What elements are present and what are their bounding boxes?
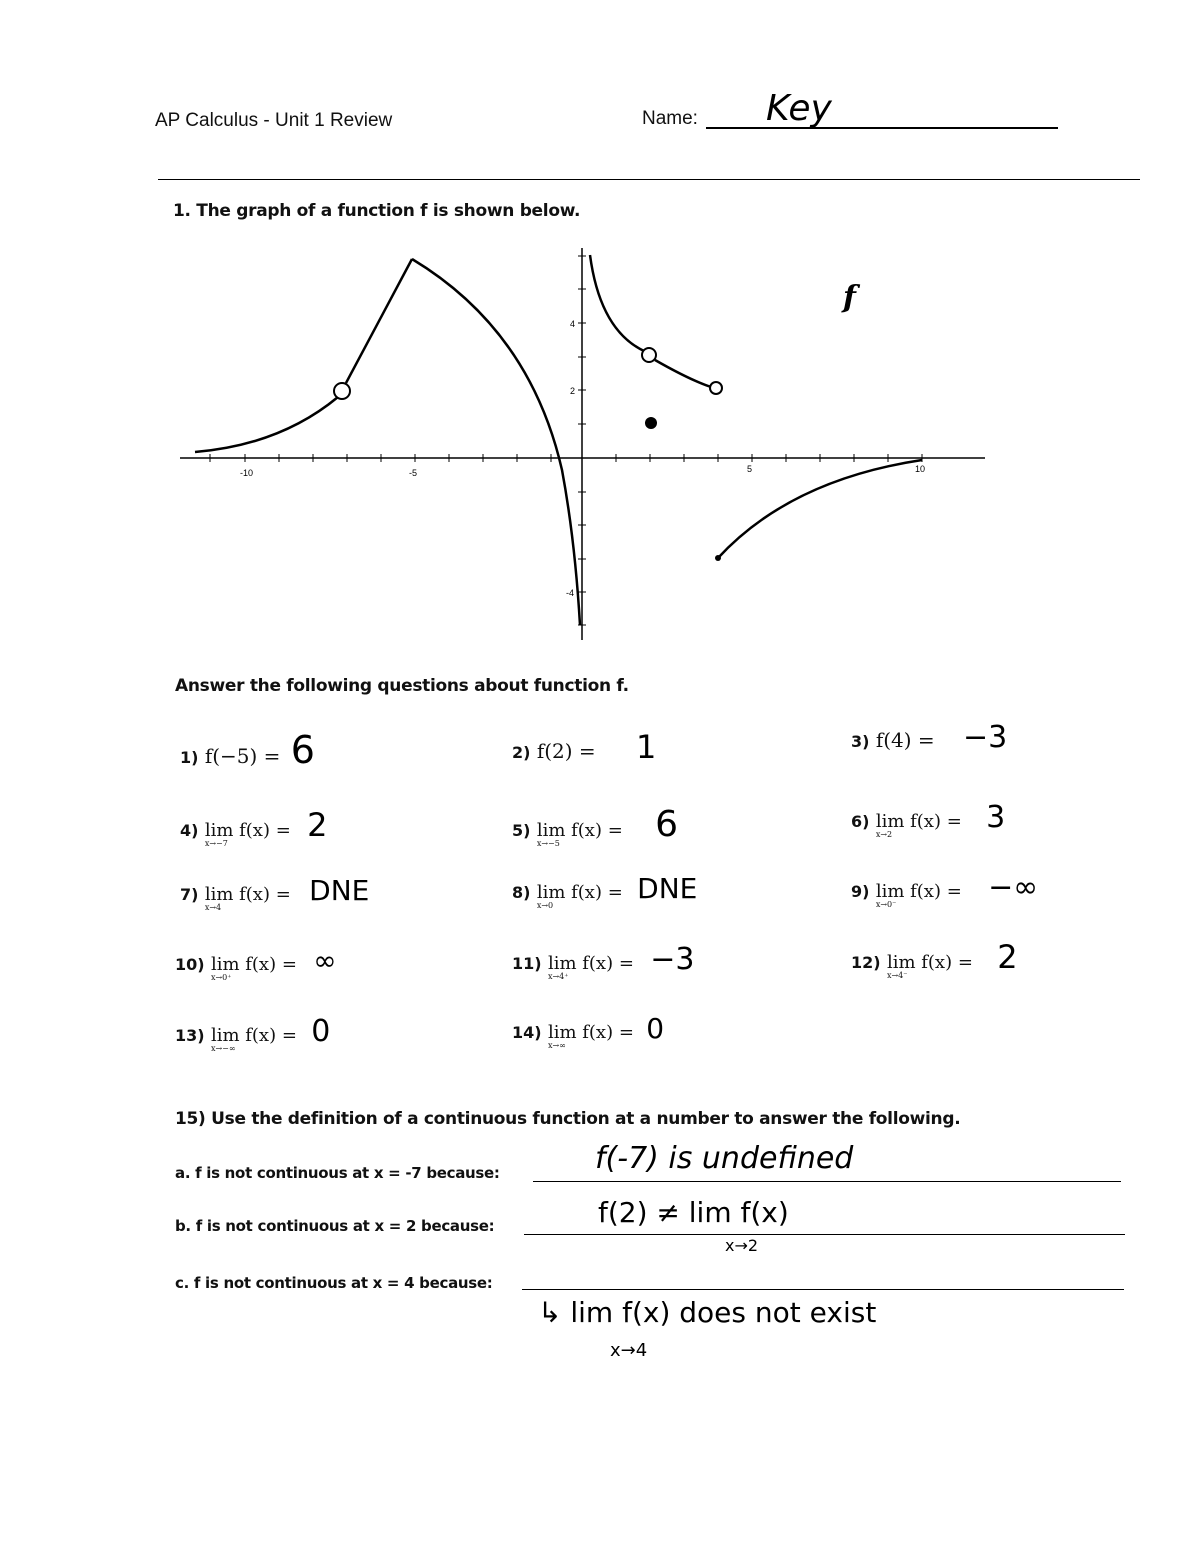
curve-left-tail bbox=[195, 397, 338, 452]
question-14: 14) lim f(x) = x→∞ 0 bbox=[512, 1012, 665, 1050]
question-8: 8) lim f(x) = x→0 DNE bbox=[512, 872, 698, 910]
question-11: 11) lim f(x) = x→4⁺ −3 bbox=[512, 942, 695, 981]
question-9: 9) lim f(x) = x→0⁻ −∞ bbox=[851, 870, 1039, 909]
answer-7: DNE bbox=[309, 874, 370, 907]
question-15-prompt: 15) Use the definition of a continuous function at a number to answer the following. bbox=[175, 1109, 961, 1129]
q15-b-label: b. f is not continuous at x = 2 because: bbox=[175, 1217, 495, 1235]
tick-label-5: 5 bbox=[747, 464, 753, 474]
open-circle-2 bbox=[642, 348, 656, 362]
q15-c-sub: x→4 bbox=[610, 1340, 648, 1361]
curve-right-upper-2 bbox=[655, 360, 711, 387]
q15-c-answer: ↳ lim f(x) does not exist bbox=[538, 1296, 877, 1329]
answer-10: ∞ bbox=[313, 944, 337, 977]
answer-1: 6 bbox=[290, 728, 315, 772]
q15-b-answer: f(2) ≠ lim f(x) bbox=[598, 1196, 789, 1229]
name-handwritten: Key bbox=[766, 88, 832, 129]
name-label: Name: bbox=[642, 108, 698, 129]
curve-right-upper bbox=[590, 255, 644, 351]
answer-4: 2 bbox=[307, 806, 328, 844]
question-12: 12) lim f(x) = x→4⁻ 2 bbox=[851, 938, 1018, 980]
q15-a-line bbox=[533, 1181, 1121, 1182]
q15-a-label: a. f is not continuous at x = -7 because: bbox=[175, 1164, 500, 1182]
q15-b-line bbox=[524, 1234, 1125, 1235]
curve-descending-branch bbox=[412, 259, 580, 625]
tick-label-minus10: -10 bbox=[240, 468, 254, 478]
answer-12: 2 bbox=[997, 938, 1018, 976]
open-circle-minus7 bbox=[334, 383, 350, 399]
answer-14: 0 bbox=[646, 1012, 665, 1045]
question-1: 1) f(−5) = 6 bbox=[180, 728, 315, 772]
answer-11: −3 bbox=[650, 942, 695, 977]
tick-label-y2: 2 bbox=[570, 386, 576, 396]
answer-13: 0 bbox=[311, 1014, 331, 1049]
open-circle-4 bbox=[710, 382, 722, 394]
q15-b-sub: x→2 bbox=[725, 1236, 759, 1255]
answer-3: −3 bbox=[963, 720, 1008, 755]
q15-a-answer: f(-7) is undefined bbox=[595, 1141, 854, 1176]
answer-9: −∞ bbox=[988, 870, 1039, 905]
question-10: 10) lim f(x) = x→0⁺ ∞ bbox=[175, 944, 337, 982]
q15-c-line bbox=[522, 1289, 1124, 1290]
tick-label-10: 10 bbox=[915, 464, 926, 474]
answer-2: 1 bbox=[636, 728, 657, 766]
curve-rising-segment bbox=[346, 259, 412, 383]
filled-point-2-1 bbox=[645, 417, 657, 429]
answer-6: 3 bbox=[986, 800, 1006, 835]
question-5: 5) lim f(x) = x→−5 6 bbox=[512, 804, 679, 848]
question-7: 7) lim f(x) = x→4 DNE bbox=[180, 874, 370, 912]
curve-right-lower bbox=[718, 460, 922, 558]
answer-5: 6 bbox=[655, 804, 679, 845]
worksheet-title: AP Calculus - Unit 1 Review bbox=[155, 110, 393, 131]
question-2: 2) f(2) = 1 bbox=[512, 728, 657, 766]
question-3: 3) f(4) = −3 bbox=[851, 720, 1008, 755]
filled-point-4-minus3 bbox=[715, 555, 721, 561]
question-13: 13) lim f(x) = x→−∞ 0 bbox=[175, 1014, 331, 1053]
q15-c-label: c. f is not continuous at x = 4 because: bbox=[175, 1274, 493, 1292]
function-label-f: f bbox=[843, 280, 856, 315]
tick-label-minus5: -5 bbox=[409, 468, 418, 478]
tick-label-y4: 4 bbox=[570, 319, 576, 329]
problem-1-prompt: 1. The graph of a function f is shown below. bbox=[173, 201, 581, 221]
question-4: 4) lim f(x) = x→−7 2 bbox=[180, 806, 328, 848]
answer-8: DNE bbox=[637, 872, 698, 905]
question-6: 6) lim f(x) = x→2 3 bbox=[851, 800, 1006, 839]
answers-intro: Answer the following questions about function f. bbox=[175, 676, 629, 696]
tick-label-y-minus4: -4 bbox=[566, 588, 575, 598]
function-graph bbox=[0, 0, 1200, 660]
